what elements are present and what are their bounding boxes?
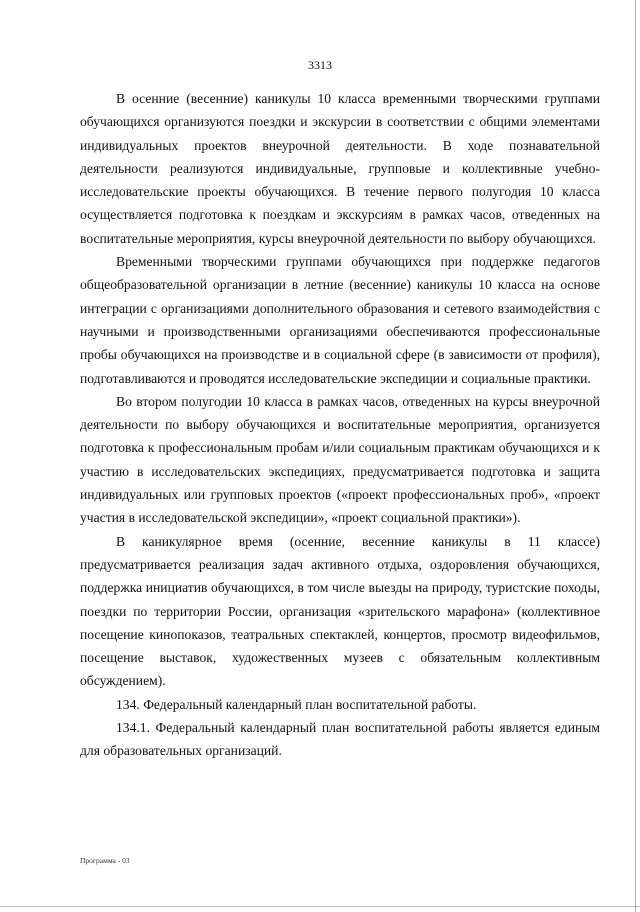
scan-edge-right (635, 0, 636, 912)
paragraph-autumn-spring-holidays: В осенние (весенние) каникулы 10 класса временными творческими группами обучающихся организуются поездки и экскурсии в соответствии с общими элементами индивидуальных проектов внеурочной деятельности. В ходе познавательной деятельности реализуются индивидуальные, групповые и коллективные учебно-исследовательские проекты обучающихся. В течение первого полугодия 10 класса осуществляется подготовка к поездкам и экскурсиям в рамках часов, отведенных на воспитательные мероприятия, курсы внеурочной деятельности по выбору обучающихся. (80, 91, 600, 246)
section-heading-134: 134. Федеральный календарный план воспитательной работы. (116, 696, 477, 712)
page-number: 3313 (308, 58, 332, 72)
scan-edge-bottom (0, 906, 640, 907)
document-body (80, 87, 600, 763)
paragraph-134-1: 134.1. Федеральный календарный план воспитательной работы является единым для образовательных организаций. (80, 720, 600, 759)
paragraph-second-semester: Во втором полугодии 10 класса в рамках часов, отведенных на курсы внеурочной деятельности по выбору обучающихся и воспитательные мероприятия, организуется подготовка к профессиональным пробам и/или социальным практикам обучающихся и к участию в исследовательских экспедициях, предусматривается подготовка и защита индивидуальных или групповых проектов («проект профессиональных проб», «проект участия в исследовательской экспедиции», «проект социальной практики»). (80, 393, 600, 526)
paragraph-holiday-time: В каникулярное время (осенние, весенние каникулы в 11 классе) предусматривается реализация задач активного отдыха, оздоровления обучающихся, поддержка инициатив обучающихся, в том числе выезды на природу, туристские походы, поездки по территории России, организация «зрительского марафона» (коллективное посещение кинопоказов, театральных спектаклей, концертов, просмотр видеофильмов, посещение выставок, художественных музеев с обязательным коллективным обсуждением). (80, 533, 600, 689)
footer-label: Программа - 03 (80, 856, 130, 865)
paragraph-creative-groups: Временными творческими группами обучающихся при поддержке педагогов общеобразовательной организации в летние (весенние) каникулы 10 класса на основе интеграции с организациями дополнительного образования и сетевого взаимодействия с научными и производственными организациями обеспечиваются профессиональные пробы обучающихся на производстве и в социальной сфере (в зависимости от профиля), подготавливаются и проводятся исследовательские экспедиции и социальные практики. (80, 254, 600, 386)
